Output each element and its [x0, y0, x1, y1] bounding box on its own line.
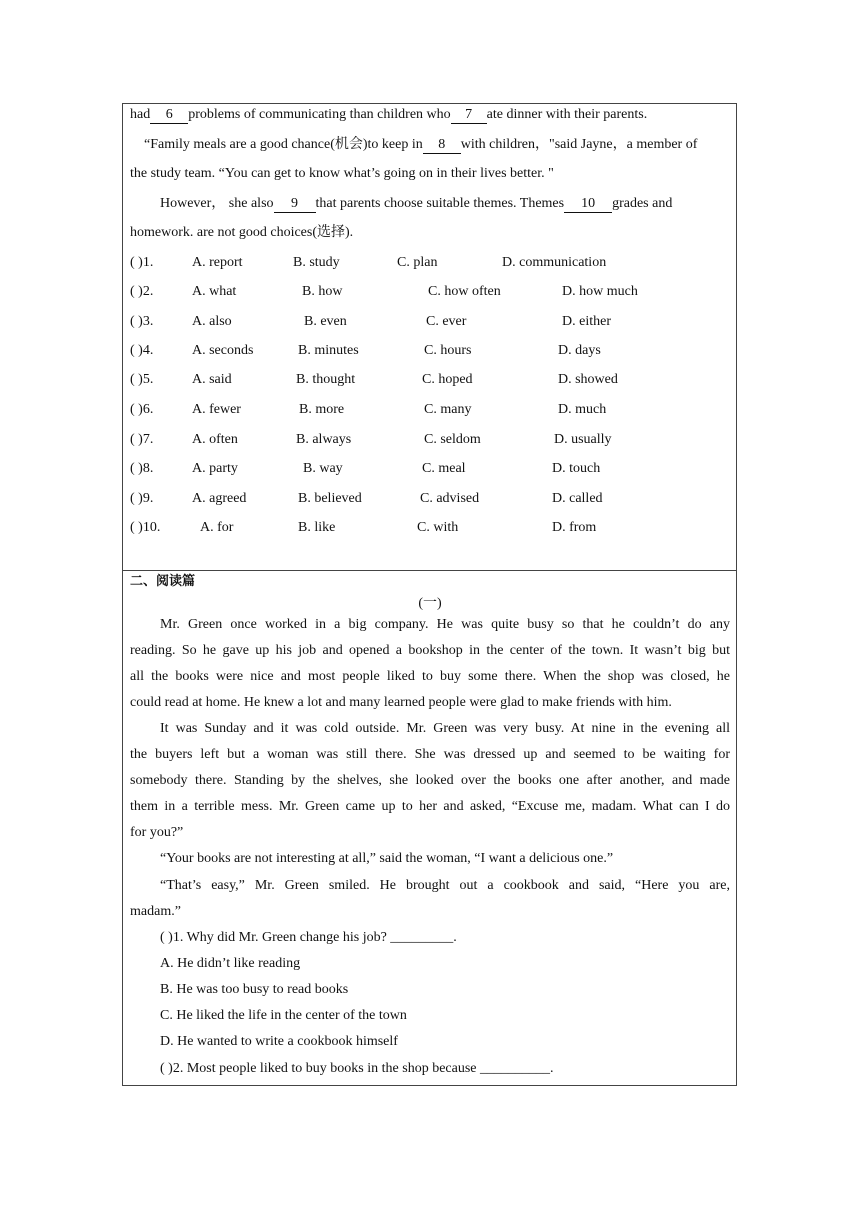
cloze-line-3: the study team. “You can get to know what’s going on in their lives better. " — [130, 166, 554, 181]
paragraph-2-line: them in a terrible mess. Mr. Green came up to her and asked, “Excuse me, madam. What can I do — [130, 799, 730, 814]
paragraph-4-line: “That’s easy,” Mr. Green smiled. He brought out a cookbook and said, “Here you are, — [160, 878, 730, 893]
question-row: ( )5. A. said B. thought C. hoped D. showed — [130, 372, 618, 387]
cloze-line-2: “Family meals are a good chance(机会)to keep in 8 with children，"said Jayne，a member of — [144, 137, 698, 152]
paragraph-4-line: madam.” — [130, 904, 181, 919]
blank-10: 10 — [564, 196, 612, 213]
paragraph-1-line: Mr. Green once worked in a big company. He was quite busy so that he couldn’t do any — [160, 617, 730, 632]
cloze-line-1: had 6 problems of communicating than children who 7 ate dinner with their parents. — [130, 107, 648, 122]
question-row: ( )3. A. also B. even C. ever D. either — [130, 314, 611, 329]
blank-6: 6 — [150, 107, 188, 124]
answer-option: D. He wanted to write a cookbook himself — [160, 1034, 398, 1049]
question-row: ( )8. A. party B. way C. meal D. touch — [130, 461, 601, 476]
part-title: (一) — [418, 596, 442, 611]
question-row: ( )1. A. report B. study C. plan D. communication — [130, 255, 607, 270]
paragraph-2-line: the buyers left but a woman was still there. She was dressed up and seemed to be waiting for — [130, 747, 730, 762]
question-row: ( )2. A. what B. how C. how often D. how much — [130, 284, 638, 299]
paragraph-3-line: “Your books are not interesting at all,” said the woman, “I want a delicious one.” — [160, 851, 614, 866]
table-divider — [122, 570, 737, 571]
paragraph-1-line: reading. So he gave up his job and opened a bookshop in the center of the town. It wasn’t big but — [130, 643, 730, 658]
blank-9: 9 — [274, 196, 316, 213]
blank-7: 7 — [451, 107, 487, 124]
question-row: ( )10. A. for B. like C. with D. from — [130, 520, 597, 535]
question-row: ( )4. A. seconds B. minutes C. hours D. days — [130, 343, 601, 358]
blank-8: 8 — [423, 137, 461, 154]
cloze-line-5: homework. are not good choices(选择). — [130, 225, 354, 240]
paragraph-2-line: It was Sunday and it was cold outside. Mr. Green was very busy. At nine in the evening all — [160, 721, 730, 736]
section-title: 二、阅读篇 — [130, 574, 196, 589]
answer-option: A. He didn’t like reading — [160, 956, 301, 971]
question-row: ( )6. A. fewer B. more C. many D. much — [130, 402, 607, 417]
paragraph-1-line: all the books were nice and most people liked to buy some there. When the shop was closed, he — [130, 669, 730, 684]
cloze-line-4: However， she also 9 that parents choose suitable themes. Themes 10 grades and — [160, 196, 673, 211]
answer-option: B. He was too busy to read books — [160, 982, 349, 997]
paragraph-2-line: for you?” — [130, 825, 184, 840]
reading-question-2: ( )2. Most people liked to buy books in the shop because __________. — [160, 1061, 554, 1076]
reading-question-1: ( )1. Why did Mr. Green change his job? _________. — [160, 930, 457, 945]
paragraph-2-line: somebody there. Standing by the shelves, she looked over the books one after another, and made — [130, 773, 730, 788]
question-row: ( )7. A. often B. always C. seldom D. usually — [130, 432, 612, 447]
answer-option: C. He liked the life in the center of the town — [160, 1008, 407, 1023]
question-row: ( )9. A. agreed B. believed C. advised D. called — [130, 491, 603, 506]
paragraph-1-line: could read at home. He knew a lot and many learned people were glad to make friends with him. — [130, 695, 672, 710]
